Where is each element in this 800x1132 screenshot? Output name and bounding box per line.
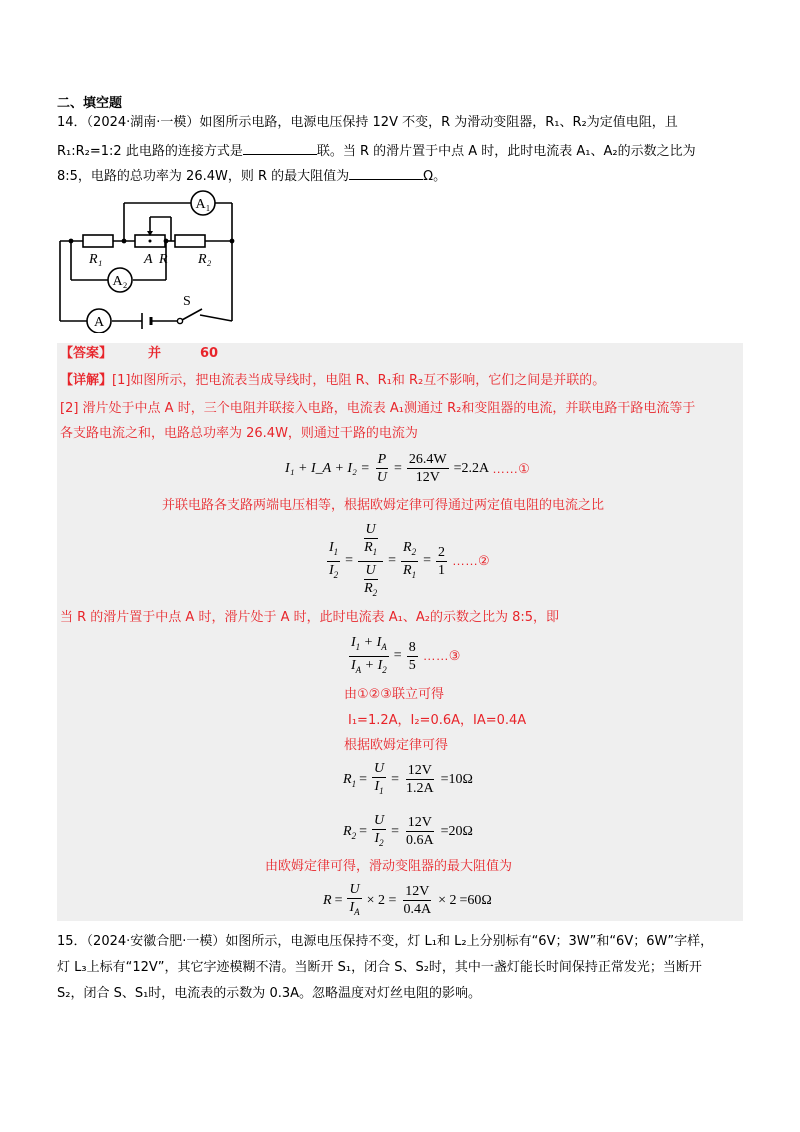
section-heading: 二、填空题 (57, 96, 123, 111)
text-ohm: 根据欧姆定律可得 (344, 738, 449, 753)
circuit-diagram (55, 188, 245, 333)
equation-r: R = $\frac{U}{I_A}$ × 2 = $\frac{12V}{0.4A}$ × 2 =60Ω (323, 882, 492, 918)
detail-text-1: [1]如图所示，把电流表当成导线时，电阻 R、R₁和 R₂互不影响，它们之间是并联的。 (112, 373, 606, 388)
q14-line2-b: 联。当 R 的滑片置于中点 A 时，此时电流表 A₁、A₂的示数之比为 (316, 144, 696, 159)
answer-tag: 【答案】 (60, 346, 113, 361)
ammeter-a2-label: A₂ (112, 274, 128, 289)
answer-value-2: 60 (200, 346, 219, 361)
q15-line3: S₂，闭合 S、S₁时，电流表的示数为 0.3A。忽略温度对灯丝电阻的影响。 (57, 986, 482, 1001)
equation-2: $\frac{I_1}{I_2}$ = $\frac{\frac{U}{R_1}}{\frac{U}{R_2}}$ = $\frac{R_2}{R_1}$ = $\frac{2}{1}$ ……② (329, 522, 490, 598)
eq1-u: U (376, 470, 387, 485)
text-slider: 当 R 的滑片置于中点 A 时，滑片处于 A 时，此时电流表 A₁、A₂的示数之比为 8:5，即 (60, 610, 560, 625)
result-values: I₁=1.2A，I₂=0.6A，IA=0.4A (348, 713, 527, 728)
q15-line1: 15．（2024·安徽合肥·一模）如图所示，电源电压保持不变，灯 L₁和 L₂上分别标有“6V；3W”和“6V；6W”字样， (57, 934, 714, 949)
eq1-den: 12V (415, 470, 440, 485)
q14-line2-a: R₁:R₂=1:2 此电路的连接方式是 (57, 144, 243, 159)
q14-line3 (57, 165, 446, 186)
switch-s (182, 309, 202, 320)
eq1-p: P (377, 452, 387, 467)
answer-value-1: 并 (148, 346, 162, 361)
label-r2: R₂ (198, 252, 212, 267)
r1-result: =10Ω (440, 771, 473, 787)
equation-r1: $R_1$ = $\frac{U}{I_1}$ = $\frac{12V}{1.2A}$ =10Ω (343, 761, 473, 797)
detail-tag: 【详解】 (60, 373, 113, 388)
eq1-lhs: I₁ + I_A + I₂ = (285, 460, 370, 476)
resistor-r1 (83, 235, 113, 247)
label-s: S (183, 294, 191, 309)
equation-1: I₁ + I_A + I₂ = $\frac{P}{U}$ = $\frac{26.4W}{12V}$ =2.2A ……① (285, 452, 530, 485)
label-r: R (159, 252, 168, 267)
label-a: A (144, 252, 153, 267)
detail-line3: 各支路电流之和，电路总功率为 26.4W，则通过干路的电流为 (60, 426, 418, 441)
text-combine: 由①②③联立可得 (344, 687, 444, 702)
q14-line3-b: Ω。 (423, 169, 447, 184)
eq1-tag: ……① (492, 460, 530, 476)
eq2-tag: ……② (452, 553, 490, 569)
equation-r2: $R_2$ = $\frac{U}{I_2}$ = $\frac{12V}{0.6A}$ =20Ω (343, 813, 473, 849)
text-parallel: 并联电路各支路两端电压相等，根据欧姆定律可得通过两定值电阻的电流之比 (162, 498, 605, 513)
label-r1: R₁ (89, 252, 103, 267)
q14-line2 (57, 140, 696, 161)
eq1-num: 26.4W (408, 452, 447, 467)
r-result: =60Ω (459, 892, 492, 908)
r2-result: =20Ω (440, 823, 473, 839)
eq3-tag: ……③ (422, 648, 461, 664)
equation-3: $\frac{I_1 + I_A}{I_A + I_2}$ = $\frac{8}{5}$ ……③ (351, 635, 461, 675)
detail-line1 (60, 372, 605, 390)
answer-blank-1 (243, 140, 317, 155)
q14-line3-a: 8:5，电路的总功率为 26.4W，则 R 的最大阻值为 (57, 169, 350, 184)
q15-line2: 灯 L₃上标有“12V”，其它字迹模糊不清。当断开 S₁，闭合 S、S₂时，其中一盏灯能长时间保持正常发光；当断开 (57, 960, 702, 975)
q14-line1: 14．（2024·湖南·一模）如图所示电路，电源电压保持 12V 不变，R 为滑动变阻器，R₁、R₂为定值电阻，且 (57, 115, 678, 130)
ammeter-a-label: A (93, 315, 105, 330)
resistor-r2 (175, 235, 205, 247)
ammeter-a1-label: A₁ (195, 197, 211, 212)
detail-line2: [2] 滑片处于中点 A 时，三个电阻并联接入电路，电流表 A₁测通过 R₂和变阻器的电流，并联电路干路电流等于 (60, 401, 696, 416)
text-max: 由欧姆定律可得，滑动变阻器的最大阻值为 (265, 859, 513, 874)
answer-blank-2 (349, 165, 423, 180)
eq1-result: =2.2A (453, 460, 490, 476)
